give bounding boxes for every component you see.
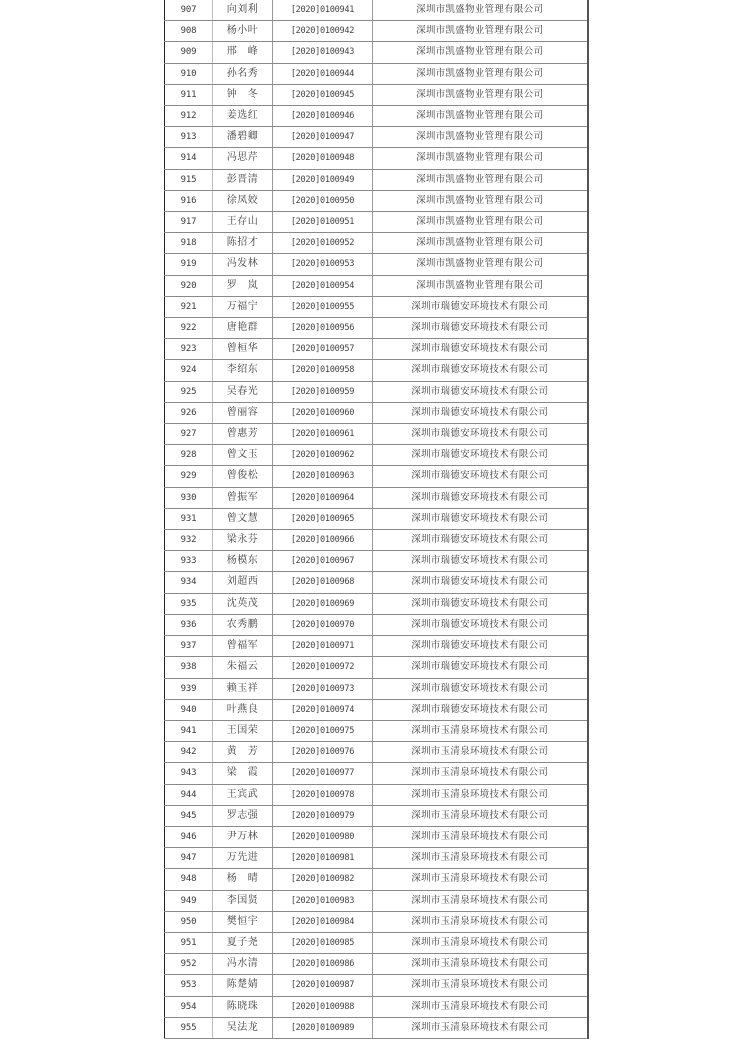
row-number: 944 [165, 784, 213, 805]
row-number: 912 [165, 106, 213, 127]
row-number: 946 [165, 826, 213, 847]
certificate-number: [2020]0100960 [273, 402, 373, 423]
row-number: 947 [165, 848, 213, 869]
person-name: 邢 峰 [213, 42, 273, 63]
table-row [165, 1017, 588, 1038]
person-name: 冯思芹 [213, 148, 273, 169]
row-number: 931 [165, 508, 213, 529]
table-row [165, 21, 588, 42]
company-name: 深圳市瑞德安环境技术有限公司 [373, 445, 588, 466]
company-name: 深圳市瑞德安环境技术有限公司 [373, 360, 588, 381]
row-number: 909 [165, 42, 213, 63]
certificate-number: [2020]0100975 [273, 720, 373, 741]
row-number: 921 [165, 296, 213, 317]
person-name: 陈招才 [213, 233, 273, 254]
person-name: 杨 晴 [213, 869, 273, 890]
row-number: 914 [165, 148, 213, 169]
company-name: 深圳市玉清泉环境技术有限公司 [373, 720, 588, 741]
company-name: 深圳市瑞德安环境技术有限公司 [373, 318, 588, 339]
row-number: 933 [165, 551, 213, 572]
table-row [165, 954, 588, 975]
row-number: 926 [165, 402, 213, 423]
row-number: 950 [165, 911, 213, 932]
table-row [165, 42, 588, 63]
company-name: 深圳市凯盛物业管理有限公司 [373, 0, 588, 21]
row-number: 927 [165, 424, 213, 445]
person-name: 朱福云 [213, 657, 273, 678]
row-number: 939 [165, 678, 213, 699]
table-row [165, 381, 588, 402]
person-name: 曾文慧 [213, 508, 273, 529]
person-name: 曾丽容 [213, 402, 273, 423]
row-number: 938 [165, 657, 213, 678]
certificate-number: [2020]0100949 [273, 169, 373, 190]
table-row [165, 742, 588, 763]
company-name: 深圳市凯盛物业管理有限公司 [373, 84, 588, 105]
person-name: 曾俊松 [213, 466, 273, 487]
row-number: 924 [165, 360, 213, 381]
certificate-number: [2020]0100947 [273, 127, 373, 148]
person-name: 王宾武 [213, 784, 273, 805]
company-name: 深圳市玉清泉环境技术有限公司 [373, 975, 588, 996]
certificate-number: [2020]0100988 [273, 996, 373, 1017]
company-name: 深圳市瑞德安环境技术有限公司 [373, 678, 588, 699]
certificate-number: [2020]0100950 [273, 190, 373, 211]
certificate-number: [2020]0100944 [273, 63, 373, 84]
row-number: 937 [165, 636, 213, 657]
company-name: 深圳市凯盛物业管理有限公司 [373, 190, 588, 211]
company-name: 深圳市玉清泉环境技术有限公司 [373, 890, 588, 911]
table-row [165, 466, 588, 487]
person-name: 叶燕良 [213, 699, 273, 720]
certificate-number: [2020]0100983 [273, 890, 373, 911]
company-name: 深圳市玉清泉环境技术有限公司 [373, 742, 588, 763]
person-name: 钟 冬 [213, 84, 273, 105]
row-number: 955 [165, 1017, 213, 1038]
company-name: 深圳市瑞德安环境技术有限公司 [373, 381, 588, 402]
row-number: 932 [165, 530, 213, 551]
company-name: 深圳市凯盛物业管理有限公司 [373, 212, 588, 233]
row-number: 930 [165, 487, 213, 508]
roster-table-body [165, 0, 588, 1038]
row-number: 945 [165, 805, 213, 826]
person-name: 罗 岚 [213, 275, 273, 296]
table-row [165, 657, 588, 678]
certificate-number: [2020]0100956 [273, 318, 373, 339]
company-name: 深圳市凯盛物业管理有限公司 [373, 275, 588, 296]
company-name: 深圳市凯盛物业管理有限公司 [373, 42, 588, 63]
certificate-number: [2020]0100941 [273, 0, 373, 21]
company-name: 深圳市瑞德安环境技术有限公司 [373, 614, 588, 635]
person-name: 姜选红 [213, 106, 273, 127]
row-number: 935 [165, 593, 213, 614]
table-row [165, 84, 588, 105]
person-name: 吴春光 [213, 381, 273, 402]
company-name: 深圳市玉清泉环境技术有限公司 [373, 784, 588, 805]
person-name: 曾惠芳 [213, 424, 273, 445]
person-name: 陈楚婧 [213, 975, 273, 996]
certificate-number: [2020]0100963 [273, 466, 373, 487]
person-name: 梁永芬 [213, 530, 273, 551]
company-name: 深圳市玉清泉环境技术有限公司 [373, 763, 588, 784]
person-name: 王存山 [213, 212, 273, 233]
certificate-number: [2020]0100958 [273, 360, 373, 381]
table-row [165, 572, 588, 593]
table-row [165, 869, 588, 890]
certificate-number: [2020]0100974 [273, 699, 373, 720]
table-row [165, 233, 588, 254]
person-name: 李国贤 [213, 890, 273, 911]
row-number: 919 [165, 254, 213, 275]
row-number: 954 [165, 996, 213, 1017]
company-name: 深圳市瑞德安环境技术有限公司 [373, 339, 588, 360]
person-name: 唐艳群 [213, 318, 273, 339]
certificate-number: [2020]0100965 [273, 508, 373, 529]
person-name: 曾文玉 [213, 445, 273, 466]
row-number: 936 [165, 614, 213, 635]
certificate-number: [2020]0100943 [273, 42, 373, 63]
person-name: 徐凤姣 [213, 190, 273, 211]
person-name: 潘碧卿 [213, 127, 273, 148]
company-name: 深圳市瑞德安环境技术有限公司 [373, 402, 588, 423]
company-name: 深圳市玉清泉环境技术有限公司 [373, 932, 588, 953]
table-row [165, 254, 588, 275]
table-row [165, 848, 588, 869]
row-number: 910 [165, 63, 213, 84]
person-name: 尹万林 [213, 826, 273, 847]
table-row [165, 911, 588, 932]
table-row [165, 720, 588, 741]
table-row [165, 275, 588, 296]
row-number: 913 [165, 127, 213, 148]
row-number: 911 [165, 84, 213, 105]
table-row [165, 0, 588, 21]
company-name: 深圳市瑞德安环境技术有限公司 [373, 487, 588, 508]
table-row [165, 148, 588, 169]
table-row [165, 784, 588, 805]
table-row [165, 212, 588, 233]
row-number: 951 [165, 932, 213, 953]
table-row [165, 932, 588, 953]
company-name: 深圳市瑞德安环境技术有限公司 [373, 636, 588, 657]
certificate-number: [2020]0100945 [273, 84, 373, 105]
certificate-number: [2020]0100961 [273, 424, 373, 445]
certificate-number: [2020]0100966 [273, 530, 373, 551]
person-name: 农秀鹏 [213, 614, 273, 635]
table-row [165, 127, 588, 148]
table-row [165, 975, 588, 996]
row-number: 928 [165, 445, 213, 466]
row-number: 916 [165, 190, 213, 211]
table-row [165, 445, 588, 466]
row-number: 918 [165, 233, 213, 254]
company-name: 深圳市凯盛物业管理有限公司 [373, 106, 588, 127]
company-name: 深圳市凯盛物业管理有限公司 [373, 63, 588, 84]
person-name: 沈英茂 [213, 593, 273, 614]
person-name: 冯发林 [213, 254, 273, 275]
person-name: 李绍东 [213, 360, 273, 381]
company-name: 深圳市凯盛物业管理有限公司 [373, 169, 588, 190]
certificate-number: [2020]0100967 [273, 551, 373, 572]
person-name: 樊恒宇 [213, 911, 273, 932]
certificate-number: [2020]0100954 [273, 275, 373, 296]
certificate-number: [2020]0100989 [273, 1017, 373, 1038]
company-name: 深圳市玉清泉环境技术有限公司 [373, 869, 588, 890]
row-number: 943 [165, 763, 213, 784]
company-name: 深圳市瑞德安环境技术有限公司 [373, 424, 588, 445]
company-name: 深圳市玉清泉环境技术有限公司 [373, 805, 588, 826]
table-row [165, 339, 588, 360]
row-number: 949 [165, 890, 213, 911]
row-number: 948 [165, 869, 213, 890]
certificate-number: [2020]0100981 [273, 848, 373, 869]
table-row [165, 106, 588, 127]
person-name: 冯水清 [213, 954, 273, 975]
table-row [165, 614, 588, 635]
company-name: 深圳市玉清泉环境技术有限公司 [373, 954, 588, 975]
company-name: 深圳市玉清泉环境技术有限公司 [373, 911, 588, 932]
certificate-number: [2020]0100986 [273, 954, 373, 975]
row-number: 920 [165, 275, 213, 296]
certificate-number: [2020]0100951 [273, 212, 373, 233]
table-row [165, 678, 588, 699]
certificate-number: [2020]0100976 [273, 742, 373, 763]
table-row [165, 318, 588, 339]
table-row [165, 169, 588, 190]
certificate-number: [2020]0100984 [273, 911, 373, 932]
certificate-number: [2020]0100942 [273, 21, 373, 42]
certificate-number: [2020]0100957 [273, 339, 373, 360]
table-row [165, 424, 588, 445]
person-name: 曾福军 [213, 636, 273, 657]
company-name: 深圳市凯盛物业管理有限公司 [373, 148, 588, 169]
table-row [165, 402, 588, 423]
person-name: 夏子尧 [213, 932, 273, 953]
table-row [165, 296, 588, 317]
person-name: 黄 芳 [213, 742, 273, 763]
person-name: 罗志强 [213, 805, 273, 826]
certificate-number: [2020]0100973 [273, 678, 373, 699]
certificate-number: [2020]0100982 [273, 869, 373, 890]
certificate-number: [2020]0100948 [273, 148, 373, 169]
row-number: 941 [165, 720, 213, 741]
table-row [165, 996, 588, 1017]
certificate-number: [2020]0100946 [273, 106, 373, 127]
table-row [165, 763, 588, 784]
table-row [165, 63, 588, 84]
table-row [165, 699, 588, 720]
company-name: 深圳市玉清泉环境技术有限公司 [373, 848, 588, 869]
certificate-number: [2020]0100972 [273, 657, 373, 678]
table-row [165, 360, 588, 381]
person-name: 曾桓华 [213, 339, 273, 360]
row-number: 915 [165, 169, 213, 190]
company-name: 深圳市瑞德安环境技术有限公司 [373, 699, 588, 720]
company-name: 深圳市玉清泉环境技术有限公司 [373, 1017, 588, 1038]
person-name: 赖玉祥 [213, 678, 273, 699]
row-number: 940 [165, 699, 213, 720]
certificate-number: [2020]0100959 [273, 381, 373, 402]
table-row [165, 551, 588, 572]
table-row [165, 636, 588, 657]
person-name: 曾振军 [213, 487, 273, 508]
person-name: 刘超西 [213, 572, 273, 593]
company-name: 深圳市凯盛物业管理有限公司 [373, 21, 588, 42]
company-name: 深圳市瑞德安环境技术有限公司 [373, 593, 588, 614]
person-name: 杨小叶 [213, 21, 273, 42]
row-number: 925 [165, 381, 213, 402]
row-number: 922 [165, 318, 213, 339]
company-name: 深圳市瑞德安环境技术有限公司 [373, 296, 588, 317]
row-number: 907 [165, 0, 213, 21]
row-number: 953 [165, 975, 213, 996]
certificate-number: [2020]0100980 [273, 826, 373, 847]
company-name: 深圳市瑞德安环境技术有限公司 [373, 551, 588, 572]
table-row [165, 890, 588, 911]
certificate-number: [2020]0100969 [273, 593, 373, 614]
person-name: 王国荣 [213, 720, 273, 741]
row-number: 942 [165, 742, 213, 763]
company-name: 深圳市凯盛物业管理有限公司 [373, 254, 588, 275]
person-name: 孙名秀 [213, 63, 273, 84]
table-row [165, 190, 588, 211]
table-row [165, 487, 588, 508]
certificate-number: [2020]0100955 [273, 296, 373, 317]
certificate-number: [2020]0100977 [273, 763, 373, 784]
person-name: 万福宁 [213, 296, 273, 317]
person-name: 向刘利 [213, 0, 273, 21]
certificate-number: [2020]0100953 [273, 254, 373, 275]
certificate-number: [2020]0100979 [273, 805, 373, 826]
certificate-number: [2020]0100952 [273, 233, 373, 254]
certificate-number: [2020]0100985 [273, 932, 373, 953]
company-name: 深圳市瑞德安环境技术有限公司 [373, 572, 588, 593]
person-name: 万先进 [213, 848, 273, 869]
person-name: 陈晓珠 [213, 996, 273, 1017]
table-row [165, 826, 588, 847]
person-name: 杨模东 [213, 551, 273, 572]
person-name: 彭晋清 [213, 169, 273, 190]
row-number: 934 [165, 572, 213, 593]
row-number: 952 [165, 954, 213, 975]
roster-table [164, 0, 589, 1039]
row-number: 908 [165, 21, 213, 42]
company-name: 深圳市瑞德安环境技术有限公司 [373, 657, 588, 678]
row-number: 923 [165, 339, 213, 360]
company-name: 深圳市瑞德安环境技术有限公司 [373, 508, 588, 529]
certificate-number: [2020]0100964 [273, 487, 373, 508]
row-number: 917 [165, 212, 213, 233]
certificate-number: [2020]0100978 [273, 784, 373, 805]
person-name: 吴法龙 [213, 1017, 273, 1038]
company-name: 深圳市玉清泉环境技术有限公司 [373, 996, 588, 1017]
table-row [165, 805, 588, 826]
table-row [165, 508, 588, 529]
company-name: 深圳市凯盛物业管理有限公司 [373, 127, 588, 148]
certificate-number: [2020]0100987 [273, 975, 373, 996]
certificate-number: [2020]0100970 [273, 614, 373, 635]
table-row [165, 530, 588, 551]
certificate-number: [2020]0100962 [273, 445, 373, 466]
row-number: 929 [165, 466, 213, 487]
company-name: 深圳市瑞德安环境技术有限公司 [373, 530, 588, 551]
company-name: 深圳市凯盛物业管理有限公司 [373, 233, 588, 254]
person-name: 梁 霞 [213, 763, 273, 784]
company-name: 深圳市玉清泉环境技术有限公司 [373, 826, 588, 847]
certificate-number: [2020]0100968 [273, 572, 373, 593]
certificate-number: [2020]0100971 [273, 636, 373, 657]
table-row [165, 593, 588, 614]
company-name: 深圳市瑞德安环境技术有限公司 [373, 466, 588, 487]
